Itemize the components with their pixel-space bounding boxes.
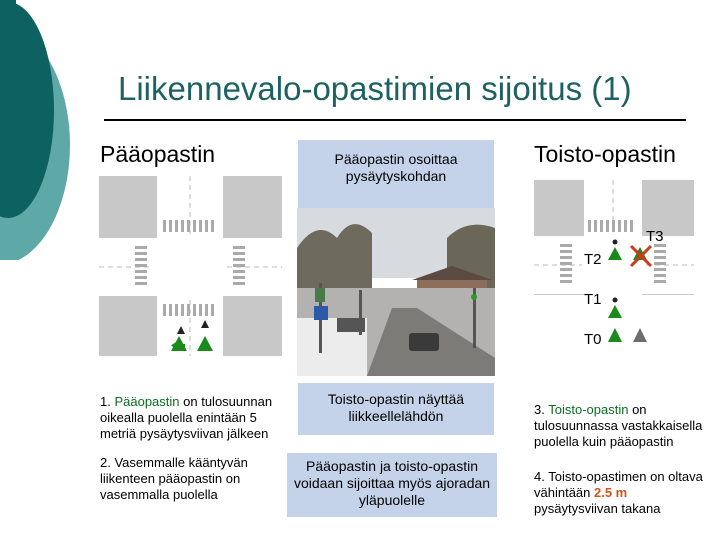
slide-title: Liikennevalo-opastimien sijoitus (1) — [118, 70, 632, 107]
note-3-number: 3. — [534, 402, 545, 417]
note-4-before: 4. Toisto-opastimen on oltava vähintään — [534, 469, 703, 500]
label-t3: T3 — [646, 228, 664, 245]
note-1 — [100, 394, 295, 442]
note-2: 2. Vasemmalle kääntyvän liikenteen pääopastin on vasemmalla puolella — [100, 455, 248, 502]
note-1-text: on tulosuunnan oikealla puolella enintään 5 metriä pysäytysviivan jälkeen — [100, 394, 273, 441]
corner-decoration — [0, 0, 80, 260]
intersection-diagram-repeat — [534, 180, 694, 350]
heading-main-signal: Pääopastin — [100, 141, 216, 167]
note-4-after: pysäytysviivan takana — [534, 501, 661, 516]
info-box-stop-point: Pääopastin osoittaa pysäytyskohdan — [298, 140, 494, 208]
label-t0: T0 — [584, 331, 602, 348]
note-1-number: 1. — [100, 394, 111, 409]
note-1-highlight: Pääopastin — [114, 394, 180, 409]
street-photo — [297, 208, 495, 376]
heading-repeat-signal: Toisto-opastin — [534, 141, 676, 167]
note-3-highlight: Toisto-opastin — [548, 402, 629, 417]
info-box-departure: Toisto-opastin näyttää liikkeellelähdön — [298, 383, 494, 435]
label-t1: T1 — [584, 291, 602, 308]
title-divider — [104, 119, 686, 121]
info-box-overhead: Pääopastin ja toisto-opastin voidaan sijoittaa myös ajoradan yläpuolelle — [287, 453, 497, 517]
label-t2: T2 — [584, 251, 602, 268]
note-3 — [534, 402, 718, 450]
note-4 — [534, 469, 704, 517]
note-4-highlight: 2.5 m — [594, 485, 628, 500]
intersection-diagram-main — [99, 176, 282, 356]
note-3-text: on tulosuunnassa vastakkaisella puolella kuin pääopastin — [534, 402, 703, 449]
